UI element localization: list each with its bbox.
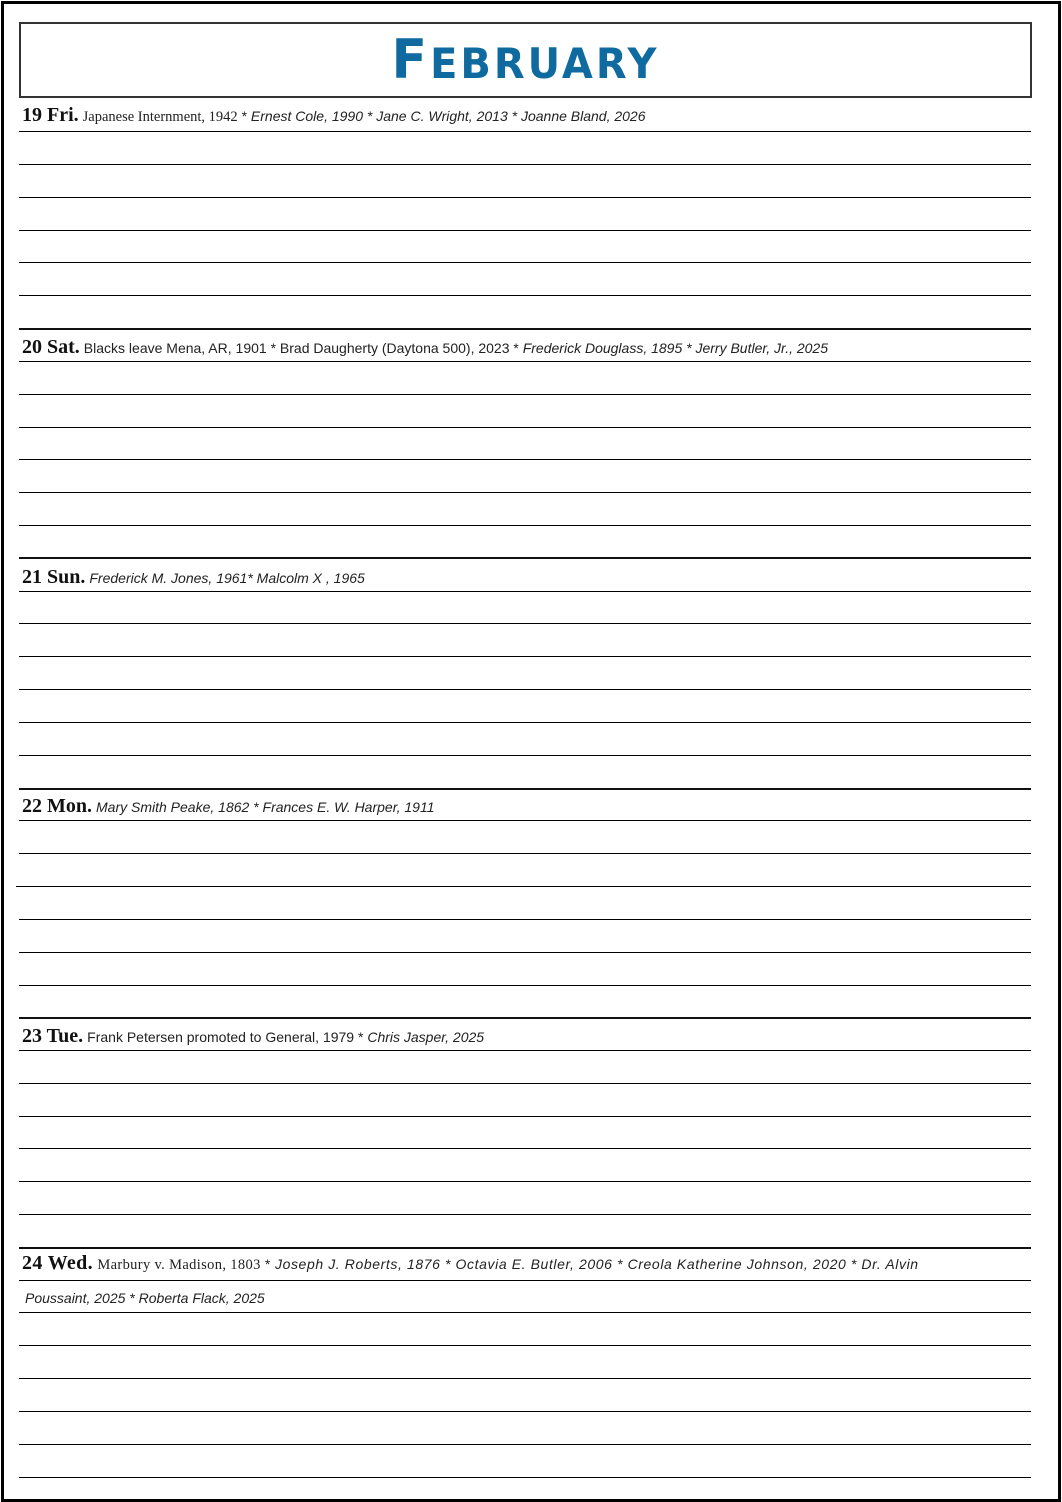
day-24-continuation xyxy=(25,1290,265,1308)
day-divider xyxy=(19,328,1031,330)
event-text: Chris Jasper, 2025 xyxy=(367,1029,485,1045)
writing-line xyxy=(19,164,1031,165)
event-text: Blacks leave Mena, AR, 1901 * Brad Daugherty (Daytona 500), 2023 * xyxy=(83,340,523,356)
day-label: 22 Mon. xyxy=(22,795,92,817)
writing-line xyxy=(19,1477,1031,1478)
writing-line xyxy=(19,919,1031,920)
event-separator: * xyxy=(237,108,251,124)
writing-line xyxy=(19,1148,1031,1149)
event-text: Poussaint, 2025 * Roberta Flack, 2025 xyxy=(25,1290,265,1306)
event-text: Frederick M. Jones, 1961* Malcolm X , 1965 xyxy=(89,570,365,586)
month-title-box xyxy=(19,22,1032,98)
writing-line xyxy=(19,1444,1031,1445)
writing-line xyxy=(19,1116,1031,1117)
month-title-rest: EBRUARY xyxy=(430,40,660,89)
writing-line xyxy=(19,722,1031,723)
writing-line xyxy=(19,1312,1031,1313)
day-label: 24 Wed. xyxy=(22,1252,93,1274)
event-text: Marbury v. Madison, 1803 xyxy=(97,1257,261,1273)
writing-line xyxy=(16,886,1031,887)
day-divider xyxy=(19,1247,1031,1249)
writing-line xyxy=(19,492,1031,493)
writing-line xyxy=(19,1411,1031,1412)
event-text: Mary Smith Peake, 1862 * Frances E. W. Harper, 1911 xyxy=(96,799,435,815)
event-text: Joseph J. Roberts, 1876 * Octavia E. Butler, 2006 * Creola Katherine Johnson, 2020 * Dr. Alvin xyxy=(274,1256,919,1272)
writing-line xyxy=(19,985,1031,986)
day-header-23 xyxy=(22,1025,484,1048)
day-header-21 xyxy=(22,566,365,589)
writing-line xyxy=(19,689,1031,690)
day-label: 19 Fri. xyxy=(22,104,79,126)
writing-line xyxy=(19,525,1031,526)
event-text: Ernest Cole, 1990 * Jane C. Wright, 2013 * Joanne Bland, 2026 xyxy=(250,108,646,124)
writing-line xyxy=(19,1214,1031,1215)
day-label: 21 Sun. xyxy=(22,566,86,588)
writing-line xyxy=(19,853,1031,854)
writing-line xyxy=(19,394,1031,395)
day-header-22 xyxy=(22,795,434,818)
month-title-initial: F xyxy=(391,28,431,92)
writing-line xyxy=(19,623,1031,624)
writing-line xyxy=(19,820,1031,821)
event-text: Frank Petersen promoted to General, 1979 * xyxy=(87,1029,368,1045)
writing-line xyxy=(19,459,1031,460)
writing-line xyxy=(19,1345,1031,1346)
day-label: 23 Tue. xyxy=(22,1025,84,1047)
day-header-19 xyxy=(22,104,646,127)
writing-line xyxy=(19,131,1031,132)
writing-line xyxy=(19,1378,1031,1379)
writing-line xyxy=(19,361,1031,362)
day-divider xyxy=(19,557,1031,559)
day-divider xyxy=(19,1017,1031,1019)
writing-line xyxy=(19,197,1031,198)
writing-line xyxy=(19,230,1031,231)
day-divider xyxy=(19,788,1031,790)
writing-line xyxy=(19,591,1031,592)
event-text: Frederick Douglass, 1895 * Jerry Butler, Jr., 2025 xyxy=(522,340,829,356)
month-title xyxy=(391,28,660,92)
day-label: 20 Sat. xyxy=(22,336,80,358)
writing-line xyxy=(19,1083,1031,1084)
planner-page xyxy=(1,1,1061,1502)
writing-line xyxy=(19,952,1031,953)
event-separator: * xyxy=(260,1256,275,1272)
writing-line xyxy=(19,656,1031,657)
day-header-20 xyxy=(22,336,828,359)
event-text: Japanese Internment, 1942 xyxy=(82,109,238,125)
writing-line xyxy=(19,262,1031,263)
day-header-24 xyxy=(22,1252,919,1275)
writing-line xyxy=(19,1050,1031,1051)
writing-line xyxy=(19,755,1031,756)
writing-line xyxy=(19,1181,1031,1182)
writing-line xyxy=(19,427,1031,428)
writing-line xyxy=(19,295,1031,296)
writing-line xyxy=(19,1280,1031,1281)
